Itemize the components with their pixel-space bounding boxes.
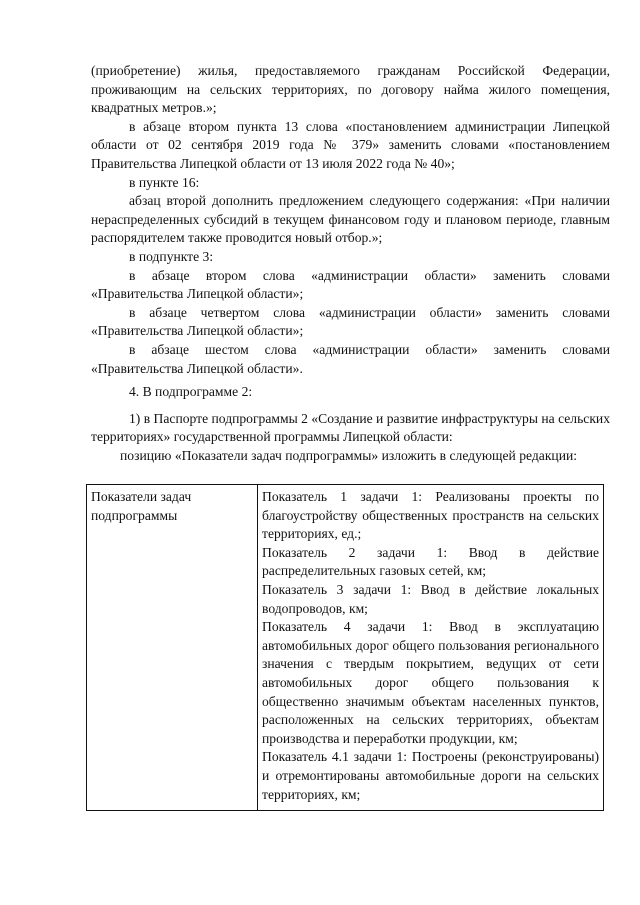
table-row-label: Показатели задач подпрограммы [91,489,192,523]
body-paragraph-6: в абзаце втором слова «администрации области» заменить словами «Правительства Липецкой области»; [91,267,610,302]
body-paragraph-5: в подпункте 3: [129,248,214,264]
section-heading: 4. В подпрограмме 2: [129,384,253,400]
position-paragraph: позицию «Показатели задач подпрограммы» изложить в следующей редакции: [120,447,578,463]
body-paragraph-1: (приобретение) жилья, предоставляемого гражданам Российской Федерации, проживающим на сельских территориях, по договору найма жилого помещения, квадратных метров.»; [91,63,610,116]
indicator-1: Показатель 1 задачи 1: Реализованы проекты по благоустройству общественных пространств на сельских территориях, ед.; [262,489,599,542]
table-row-label-cell [87,485,258,811]
indicators-table [86,484,604,811]
body-paragraph-8: в абзаце шестом слова «администрации области» заменить словами «Правительства Липецкой области». [91,341,610,376]
body-paragraph-3: в пункте 16: [129,174,200,190]
item-paragraph: 1) в Паспорте подпрограммы 2 «Создание и развитие инфраструктуры на сельских территориях» государственной программы Липецкой области: [91,410,610,445]
body-paragraph-7: в абзаце четвертом слова «администрации области» заменить словами «Правительства Липецкой области»; [91,304,610,339]
indicator-4: Показатель 4 задачи 1: Ввод в эксплуатацию автомобильных дорог общего пользования регионального значения с твердым покрытием, ведущих от сети автомобильных дорог общего пользования к общественно значимым объектам населенных пунктов, расположенных на сельских территориях, объектам производства и переработки продукции, км; [262,619,599,746]
document-page [91,62,610,465]
indicator-2: Показатель 2 задачи 1: Ввод в действие распределительных газовых сетей, км; [262,544,599,579]
body-paragraph-2: в абзаце втором пункта 13 слова «постановлением администрации Липецкой области от 02 сентября 2019 года № 379» заменить словами «постановлением Правительства Липецкой области от 13 июля 2022 года № 40»; [91,118,610,171]
indicator-3: Показатель 3 задачи 1: Ввод в действие локальных водопроводов, км; [262,581,599,616]
body-paragraph-4: абзац второй дополнить предложением следующего содержания: «При наличии нераспределенных субсидий в текущем финансовом году и плановом периоде, главным распорядителем также проводится новый отбор.»; [91,193,610,246]
table-indicators-cell [258,485,604,811]
table-row [87,485,604,811]
indicator-4-1: Показатель 4.1 задачи 1: Построены (реконструированы) и отремонтированы автомобильные дороги на сельских территориях, км; [262,749,599,802]
